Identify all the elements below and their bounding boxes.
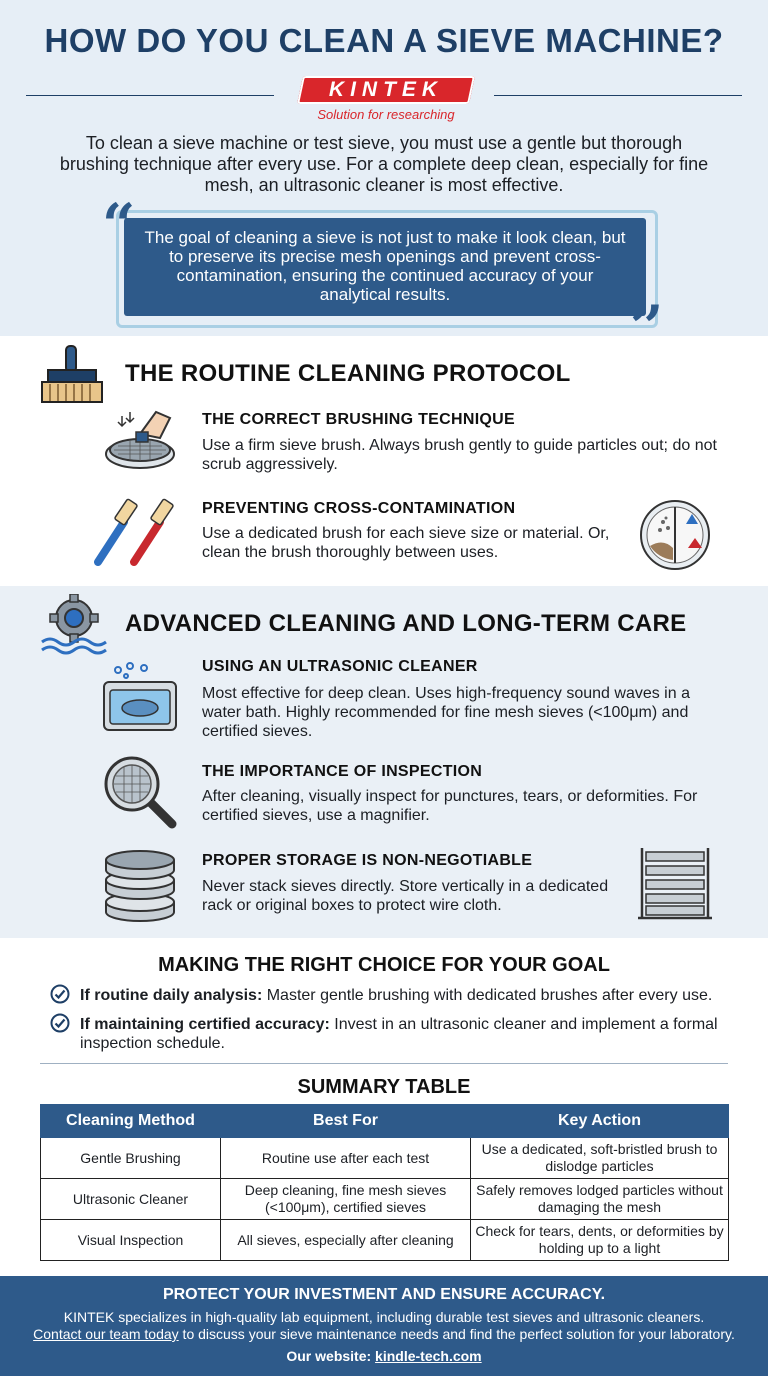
inspection-text: After cleaning, visually inspect for punctures, tears, or deformities. For certified sieves, use a magnifier. xyxy=(202,788,698,824)
quote-text: The goal of cleaning a sieve is not just to make it look clean, but to preserve its precise mesh openings and prevent cross-contamination, ensuring the continued accuracy of your analytical results. xyxy=(144,228,626,304)
table-cell: Safely removes lodged particles without damaging the mesh xyxy=(471,1179,729,1220)
table-row xyxy=(41,1179,729,1220)
choice-lead-1: If routine daily analysis: xyxy=(80,987,263,1004)
website-label: Our website: xyxy=(286,1348,376,1364)
logo-text: KINTEK xyxy=(328,78,444,101)
stacked-sieves-icon xyxy=(100,846,180,924)
routine-section-title: THE ROUTINE CLEANING PROTOCOL xyxy=(125,360,571,387)
choice-lead-2: If maintaining certified accuracy: xyxy=(80,1016,330,1033)
cross-contamination-text: Use a dedicated brush for each sieve size or material. Or, clean the brush thoroughly between uses. xyxy=(202,525,610,561)
footer-line-2-rest: to discuss your sieve maintenance needs and find the perfect solution for your laboratory. xyxy=(178,1326,735,1342)
table-row xyxy=(41,1138,729,1179)
footer-headline: PROTECT YOUR INVESTMENT AND ENSURE ACCURACY. xyxy=(162,1286,606,1303)
table-cell: Deep cleaning, fine mesh sieves (<100μm), certified sieves xyxy=(221,1179,471,1220)
brush-icon xyxy=(38,344,110,406)
table-cell: All sieves, especially after cleaning xyxy=(221,1220,471,1261)
brushing-text: Use a firm sieve brush. Always brush gently to guide particles out; do not scrub aggressively. xyxy=(202,437,717,473)
choice-text-1: Master gentle brushing with dedicated brushes after every use. xyxy=(262,987,713,1004)
ultrasonic-text: Most effective for deep clean. Uses high-frequency sound waves in a water bath. Highly recommended for fine mesh sieves (<100μm) and certified sieves. xyxy=(202,685,690,740)
summary-table xyxy=(40,1104,729,1261)
two-brushes-icon xyxy=(90,496,190,568)
footer-website xyxy=(0,1348,768,1364)
choice-item-1 xyxy=(80,986,740,1005)
table-cell: Routine use after each test xyxy=(221,1138,471,1179)
open-quote-icon: “ xyxy=(102,191,136,259)
magnifier-icon xyxy=(100,752,180,832)
ultrasonic-bath-icon xyxy=(100,660,180,736)
advanced-section-title: ADVANCED CLEANING AND LONG-TERM CARE xyxy=(125,610,687,637)
footer-line-1: KINTEK specializes in high-quality lab equipment, including durable test sieves and ultrasonic cleaners. xyxy=(63,1309,705,1325)
footer-text xyxy=(0,1309,768,1343)
choice-item-2 xyxy=(80,1015,750,1053)
check-icon xyxy=(50,1013,70,1033)
section-divider xyxy=(40,1063,728,1064)
divider-left xyxy=(26,95,274,96)
divider-right xyxy=(494,95,742,96)
column-header: Cleaning Method xyxy=(41,1105,221,1138)
close-quote-icon: ” xyxy=(630,293,664,361)
table-cell: Visual Inspection xyxy=(41,1220,221,1261)
contact-link[interactable]: Contact our team today xyxy=(33,1326,179,1342)
table-cell: Ultrasonic Cleaner xyxy=(41,1179,221,1220)
storage-heading: PROPER STORAGE IS NON-NEGOTIABLE xyxy=(202,852,533,869)
check-icon xyxy=(50,984,70,1004)
footer-line-2 xyxy=(0,1326,768,1343)
storage-rack-icon xyxy=(636,844,714,922)
table-cell: Use a dedicated, soft-bristled brush to dislodge particles xyxy=(471,1138,729,1179)
column-header: Key Action xyxy=(471,1105,729,1138)
hand-brushing-sieve-icon xyxy=(100,404,180,476)
column-header: Best For xyxy=(221,1105,471,1138)
choice-text-2: Invest in an ultrasonic cleaner and implement a formal inspection schedule. xyxy=(80,1016,718,1052)
table-cell: Check for tears, dents, or deformities by holding up to a light xyxy=(471,1220,729,1261)
brushing-heading: THE CORRECT BRUSHING TECHNIQUE xyxy=(202,411,516,428)
logo-tagline: Solution for researching xyxy=(317,107,455,122)
table-header-row xyxy=(41,1105,729,1138)
gear-water-icon xyxy=(38,594,110,656)
summary-title: SUMMARY TABLE xyxy=(297,1076,471,1098)
choice-title: MAKING THE RIGHT CHOICE FOR YOUR GOAL xyxy=(158,954,610,976)
contamination-dish-icon xyxy=(638,498,712,572)
inspection-heading: THE IMPORTANCE OF INSPECTION xyxy=(202,763,483,780)
table-cell: Gentle Brushing xyxy=(41,1138,221,1179)
cross-contamination-heading: PREVENTING CROSS-CONTAMINATION xyxy=(202,500,516,517)
storage-text: Never stack sieves directly. Store vertically in a dedicated rack or original boxes to protect wire cloth. xyxy=(202,878,609,914)
intro-text: To clean a sieve machine or test sieve, you must use a gentle but thorough brushing technique after every use. For a complete deep clean, especially for fine mesh, an ultrasonic cleaner is most effective. xyxy=(59,133,709,195)
ultrasonic-heading: USING AN ULTRASONIC CLEANER xyxy=(202,658,478,675)
website-link[interactable]: kindle-tech.com xyxy=(375,1348,482,1364)
page-title: HOW DO YOU CLEAN A SIEVE MACHINE? xyxy=(44,22,724,59)
table-row xyxy=(41,1220,729,1261)
